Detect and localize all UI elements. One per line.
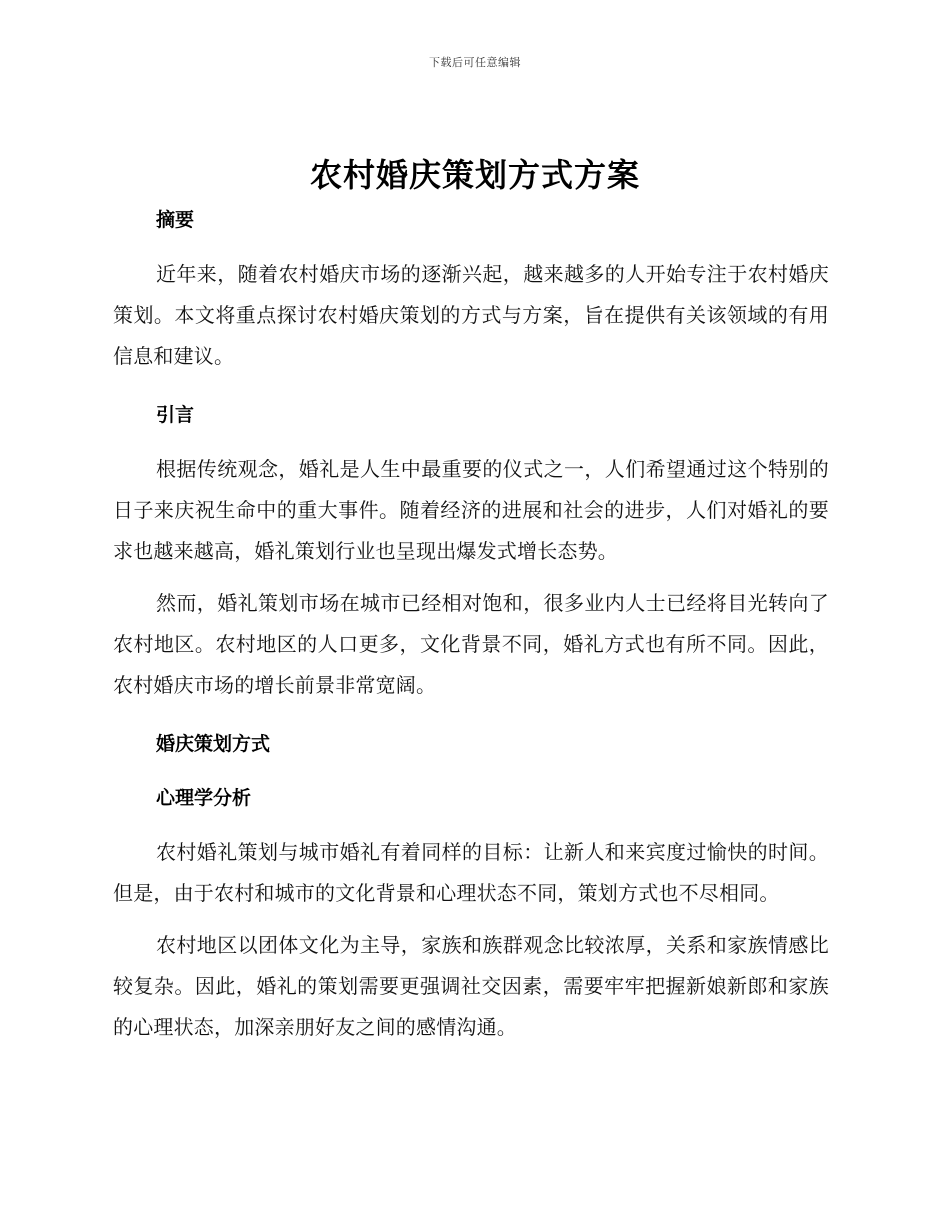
paragraph-abstract: 近年来，随着农村婚庆市场的逐渐兴起，越来越多的人开始专注于农村婚庆策划。本文将重点探讨农村婚庆策划的方式与方案，旨在提供有关该领域的有用信息和建议。 bbox=[113, 262, 829, 368]
heading-planning-methods: 婚庆策划方式 bbox=[156, 733, 271, 755]
heading-abstract: 摘要 bbox=[156, 209, 195, 231]
paragraph-introduction-2: 然而，婚礼策划市场在城市已经相对饱和，很多业内人士已经将目光转向了农村地区。农村地区的人口更多，文化背景不同，婚礼方式也有所不同。因此，农村婚庆市场的增长前景非常宽阔。 bbox=[113, 591, 829, 697]
paragraph-introduction-1: 根据传统观念，婚礼是人生中最重要的仪式之一，人们希望通过这个特别的日子来庆祝生命中的重大事件。随着经济的进展和社会的进步，人们对婚礼的要求也越来越高，婚礼策划行业也呈现出爆发式增长态势。 bbox=[113, 457, 829, 563]
paragraph-psychology-2: 农村地区以团体文化为主导，家族和族群观念比较浓厚，关系和家族情感比较复杂。因此，婚礼的策划需要更强调社交因素，需要牢牢把握新娘新郎和家族的心理状态，加深亲朋好友之间的感情沟通。 bbox=[113, 933, 829, 1039]
document-title: 农村婚庆策划方式方案 bbox=[309, 156, 640, 194]
page-header: 下载后可任意编辑 bbox=[429, 56, 521, 69]
heading-psychology-analysis: 心理学分析 bbox=[156, 787, 252, 809]
paragraph-psychology-1: 农村婚礼策划与城市婚礼有着同样的目标：让新人和来宾度过愉快的时间。但是，由于农村和城市的文化背景和心理状态不同，策划方式也不尽相同。 bbox=[113, 840, 829, 905]
heading-introduction: 引言 bbox=[156, 404, 195, 426]
document-body bbox=[113, 200, 829, 1048]
